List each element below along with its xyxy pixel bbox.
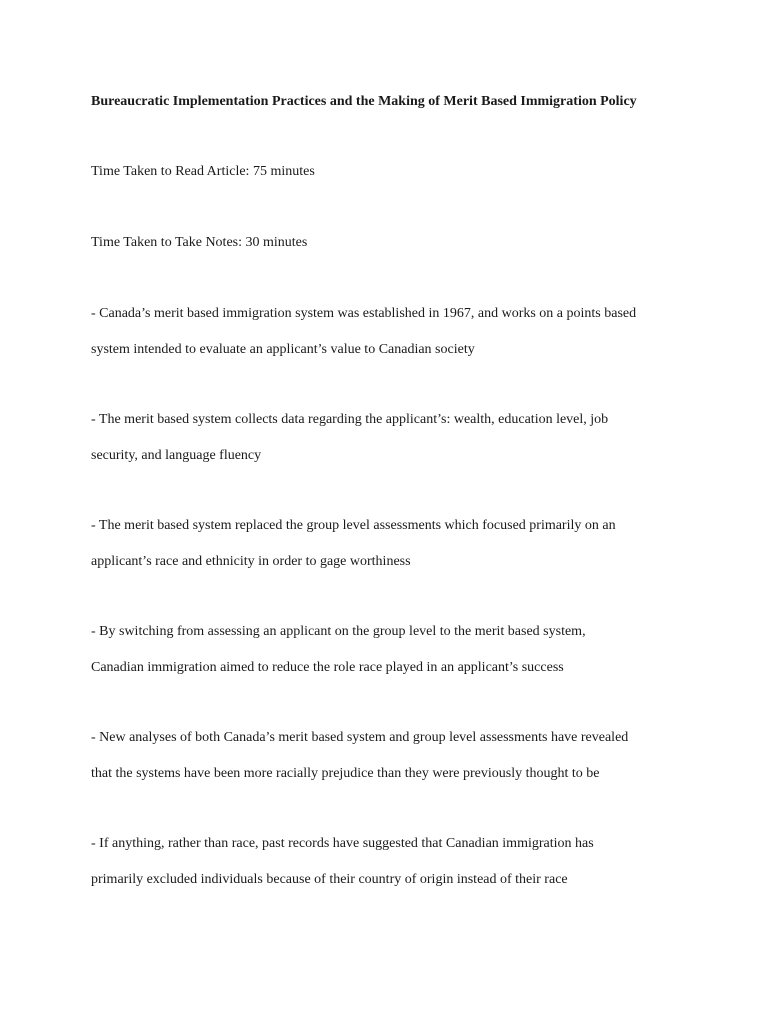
note-line: system intended to evaluate an applicant’s value to Canadian society xyxy=(91,342,475,357)
note-line: that the systems have been more racially prejudice than they were previously thought to be xyxy=(91,766,600,781)
note-item xyxy=(91,296,691,368)
note-line: primarily excluded individuals because of their country of origin instead of their race xyxy=(91,872,568,887)
note-time: Time Taken to Take Notes: 30 minutes xyxy=(91,235,308,250)
note-line: applicant’s race and ethnicity in order to gage worthiness xyxy=(91,554,411,569)
note-item xyxy=(91,402,691,474)
document-body xyxy=(91,92,691,940)
note-line: - The merit based system collects data regarding the applicant’s: wealth, education level, job xyxy=(91,412,609,427)
note-line: - New analyses of both Canada’s merit based system and group level assessments have revealed xyxy=(91,730,629,745)
note-item xyxy=(91,508,691,580)
note-item xyxy=(91,826,691,898)
note-line: security, and language fluency xyxy=(91,448,262,463)
document-title: Bureaucratic Implementation Practices and the Making of Merit Based Immigration Policy xyxy=(91,94,637,109)
note-line: - By switching from assessing an applicant on the group level to the merit based system, xyxy=(91,624,586,639)
note-line: Canadian immigration aimed to reduce the role race played in an applicant’s success xyxy=(91,660,564,675)
note-item xyxy=(91,614,691,686)
note-line: - If anything, rather than race, past records have suggested that Canadian immigration has xyxy=(91,836,594,851)
note-line: - Canada’s merit based immigration system was established in 1967, and works on a points based xyxy=(91,306,637,321)
note-item xyxy=(91,720,691,792)
note-line: - The merit based system replaced the group level assessments which focused primarily on an xyxy=(91,518,616,533)
read-time: Time Taken to Read Article: 75 minutes xyxy=(91,164,315,179)
